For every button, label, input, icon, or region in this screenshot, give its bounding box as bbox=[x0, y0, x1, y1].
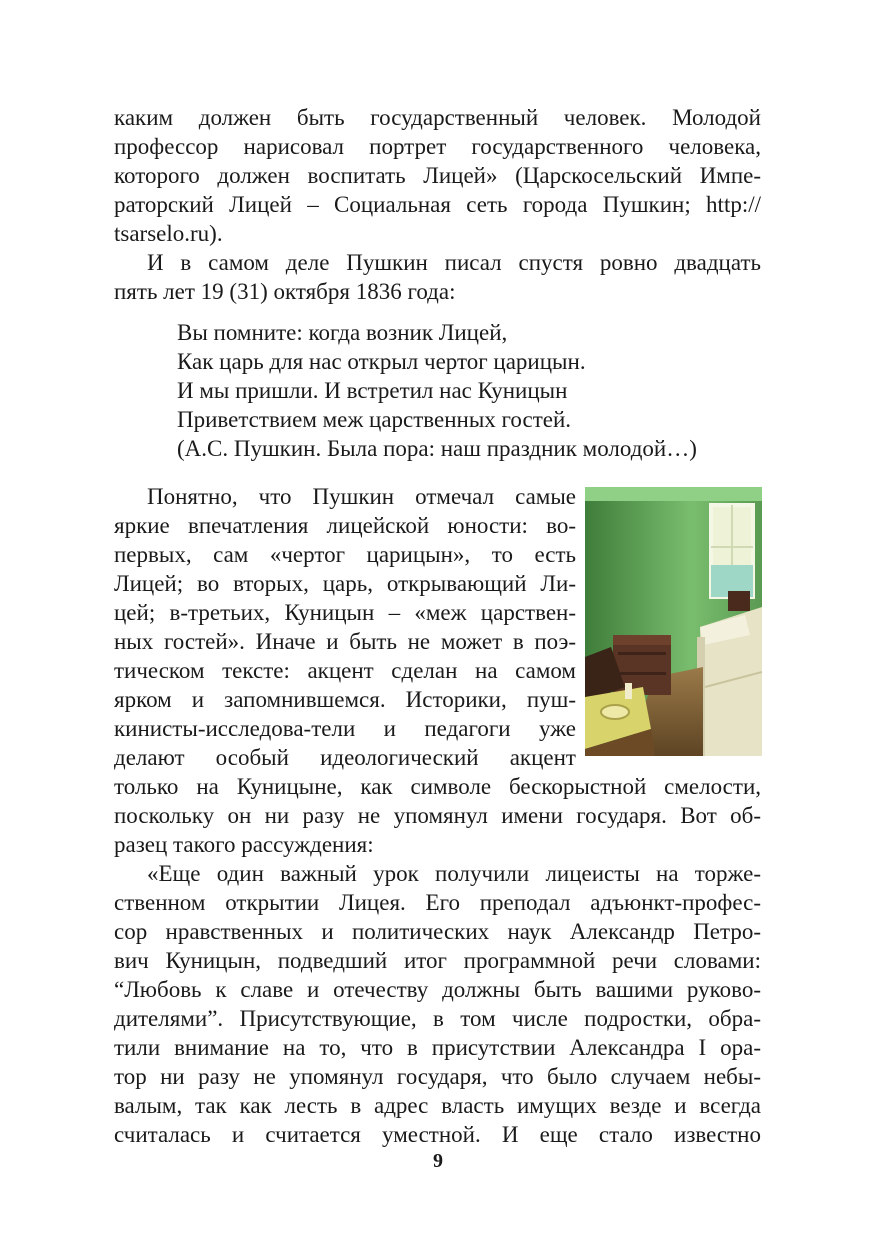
poem-attribution: (А.С. Пушкин. Была пора: наш праздник молодой…) bbox=[177, 436, 697, 461]
text-line: цей; в-третьих, Куницын – «меж царствен- bbox=[114, 600, 576, 625]
text-line: которого должен воспитать Лицей» (Царскосельский Импе- bbox=[114, 163, 761, 188]
paragraph-first-line: Понятно, что Пушкин отмечал самые bbox=[147, 484, 576, 509]
text-line: сор нравственных и политических наук Александр Петро- bbox=[114, 919, 761, 944]
text-line: разец такого рассуждения: bbox=[114, 832, 374, 857]
poem-line: Вы помните: когда возник Лицей, bbox=[177, 320, 508, 345]
text-line: считалась и считается уместной. И еще стало известно bbox=[114, 1122, 761, 1147]
text-line: кинисты-исследова-тели и педагоги уже bbox=[114, 716, 576, 741]
text-line: делают особый идеологический акцент bbox=[114, 745, 576, 770]
text-line: поскольку он ни разу не упомянул имени государя. Вот об- bbox=[114, 803, 761, 828]
text-line: профессор нарисовал портрет государственного человека, bbox=[114, 134, 761, 159]
text-line: валым, так как лесть в адрес власть имущих везде и всегда bbox=[114, 1093, 761, 1118]
poem-line: Как царь для нас открыл чертог царицын. bbox=[177, 349, 586, 374]
text-line: tsarselo.ru). bbox=[114, 221, 223, 246]
text-line: вич Куницын, подведший итог программной речи словами: bbox=[114, 948, 761, 973]
poem-line: Приветствием меж царственных гостей. bbox=[177, 407, 572, 432]
text-line: тили внимание на то, что в присутствии Александра I ора- bbox=[114, 1035, 761, 1060]
text-line: ярком и запомнившемся. Историки, пуш- bbox=[114, 687, 576, 712]
text-line: раторский Лицей – Социальная сеть города Пушкин; http:// bbox=[114, 192, 761, 217]
text-line: “Любовь к славе и отечеству должны быть вашими руково- bbox=[114, 977, 761, 1002]
text-line: яркие впечатления лицейской юности: во- bbox=[114, 513, 576, 538]
text-line: ных гостей». Иначе и быть не может в поэ- bbox=[114, 629, 576, 654]
text-line: каким должен быть государственный человек. Молодой bbox=[114, 105, 761, 130]
text-line: тор ни разу не упомянул государя, что было случаем небы- bbox=[114, 1064, 761, 1089]
lyceum-room-photo bbox=[585, 487, 762, 756]
page-number: 9 bbox=[433, 1150, 443, 1172]
poem-line: И мы пришли. И встретил нас Куницын bbox=[177, 378, 568, 403]
text-line: Лицей; во вторых, царь, открывающий Ли- bbox=[114, 571, 576, 596]
text-line: ственном открытии Лицея. Его преподал адъюнкт-профес- bbox=[114, 890, 761, 915]
text-line: дителями”. Присутствующие, в том числе подростки, обра- bbox=[114, 1006, 761, 1031]
paragraph-first-line: «Еще один важный урок получили лицеисты на торже- bbox=[147, 861, 761, 886]
text-line: пять лет 19 (31) октября 1836 года: bbox=[114, 279, 456, 304]
text-line: первых, сам «чертог царицын», то есть bbox=[114, 542, 576, 567]
paragraph-first-line: И в самом деле Пушкин писал спустя ровно двадцать bbox=[147, 250, 761, 275]
text-line: тическом тексте: акцент сделан на самом bbox=[114, 658, 576, 683]
text-line: только на Куницыне, как символе бескорыстной смелости, bbox=[114, 774, 761, 799]
